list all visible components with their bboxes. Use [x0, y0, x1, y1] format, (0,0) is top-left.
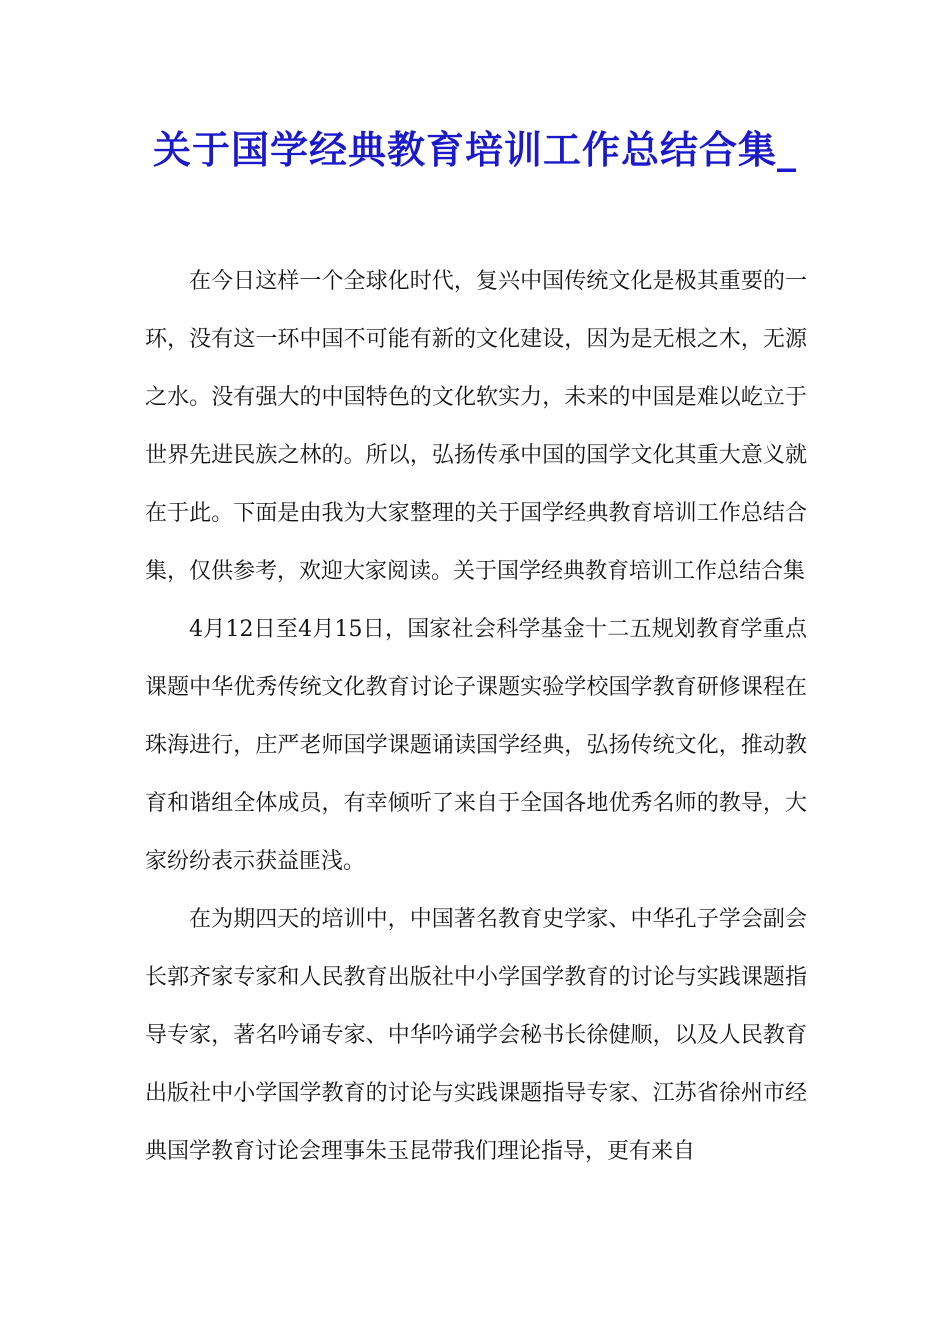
paragraph-training-dates: 4月12日至4月15日，国家社会科学基金十二五规划教育学重点课题中华优秀传统文化教育讨论子课题实验学校国学教育研修课程在珠海进行，庄严老师国学课题诵读国学经典，弘扬传统文化，推动教育和谐组全体成员，有幸倾听了来自于全国各地优秀名师的教导，大家纷纷表示获益匪浅。: [145, 617, 807, 874]
document-body: [145, 253, 807, 1181]
document-title: 关于国学经典教育培训工作总结合集_: [152, 127, 797, 172]
paragraph-intro: 在今日这样一个全球化时代，复兴中国传统文化是极其重要的一环，没有这一环中国不可能有新的文化建设，因为是无根之木，无源之水。没有强大的中国特色的文化软实力，未来的中国是难以屹立于世界先进民族之林的。所以，弘扬传承中国的国学文化其重大意义就在于此。下面是由我为大家整理的关于国学经典教育培训工作总结合集，仅供参考，欢迎大家阅读。关于国学经典教育培训工作总结合集: [145, 269, 807, 584]
paragraph-training-experts: 在为期四天的培训中，中国著名教育史学家、中华孔子学会副会长郭齐家专家和人民教育出版社中小学国学教育的讨论与实践课题指导专家，著名吟诵专家、中华吟诵学会秘书长徐健顺，以及人民教育出版社中小学国学教育的讨论与实践课题指导专家、江苏省徐州市经典国学教育讨论会理事朱玉昆带我们理论指导，更有来自: [145, 907, 807, 1164]
